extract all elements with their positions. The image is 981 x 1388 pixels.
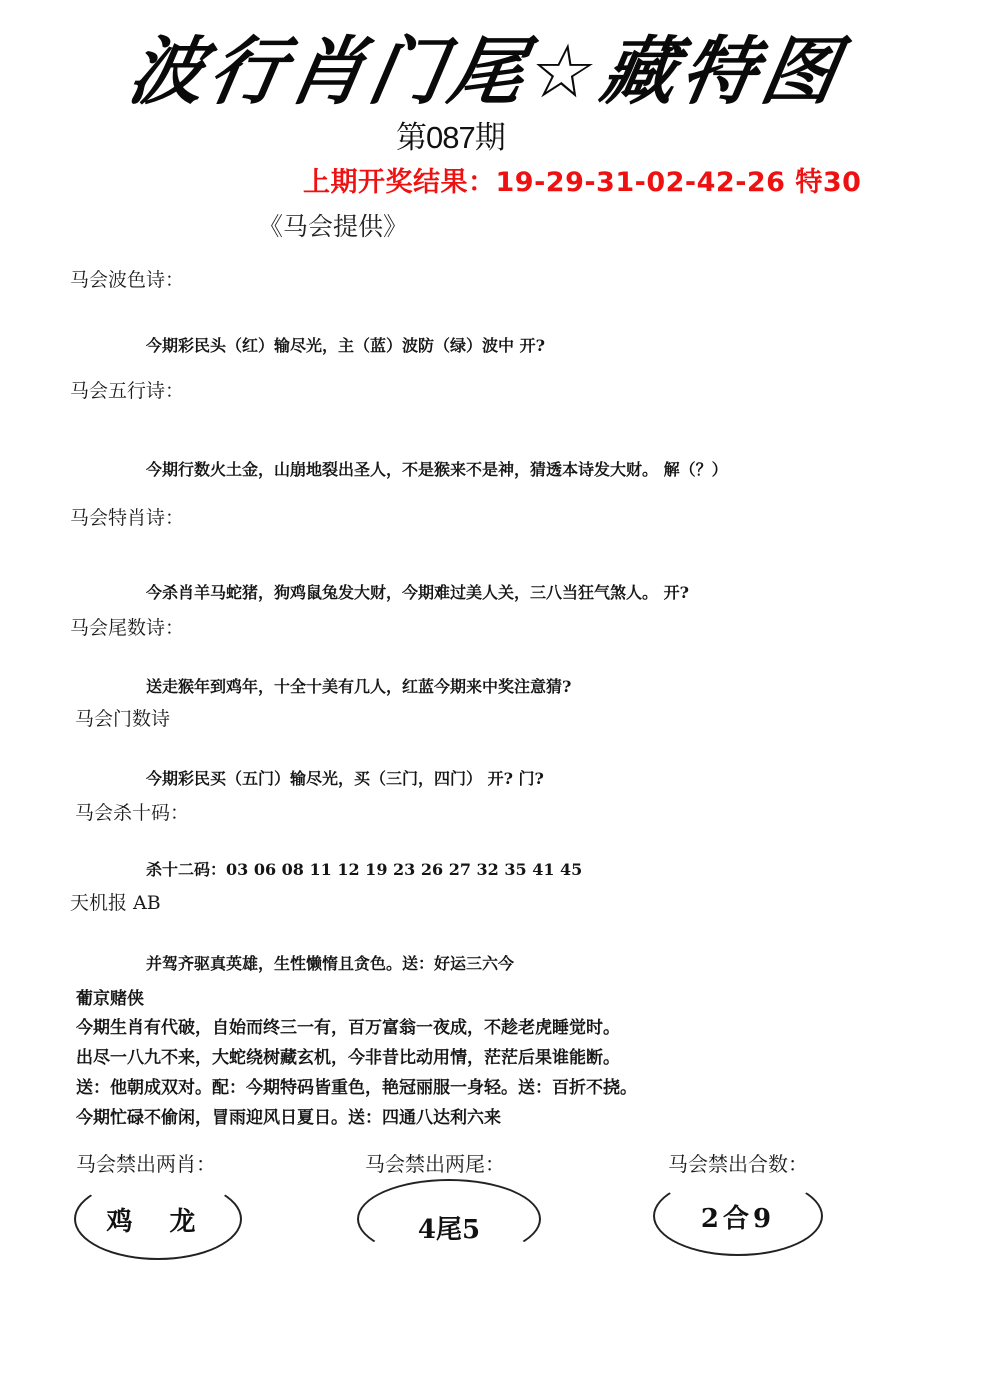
- forbidden-tail-value: 4尾5: [417, 1214, 481, 1245]
- poem-tianji-report: 并驾齐驱真英雄，生性懒惰且贪色。送：好运三六今: [146, 954, 515, 973]
- poem-special-zodiac: 今杀肖羊马蛇猪，狗鸡鼠兔发大财，今期难过美人关，三八当狂气煞人。 开?: [146, 583, 689, 602]
- poem-gate-number: 今期彩民买（五门）输尽光，买（三门，四门） 开? 门?: [146, 769, 544, 788]
- section-heading-five-elements: 马会五行诗：: [70, 380, 185, 402]
- gambler-line-1: 今期生肖有代破，自始而终三一有，百万富翁一夜成，不趁老虎睡觉时。: [76, 1018, 620, 1038]
- section-heading-gambler: 葡京赌侠: [76, 989, 144, 1009]
- gambler-line-3: 送：他朝成双对。配：今期特码皆重色，艳冠丽服一身轻。送：百折不挠。: [76, 1078, 637, 1098]
- gambler-line-4: 今期忙碌不偷闲，冒雨迎风日夏日。送：四通八达利六来: [76, 1108, 501, 1128]
- forbidden-sum-value: 2合9: [700, 1203, 776, 1234]
- section-heading-wave-color: 马会波色诗：: [70, 269, 185, 291]
- section-heading-tianji-report: 天机报 AB: [70, 892, 161, 914]
- section-heading-special-zodiac: 马会特肖诗：: [70, 507, 185, 529]
- last-draw-result: 上期开奖结果：19-29-31-02-42-26 特30: [303, 167, 862, 198]
- kill-twelve-numbers: 杀十二码：03 06 08 11 12 19 23 26 27 32 35 41 45: [146, 860, 583, 879]
- poem-wave-color: 今期彩民头（红）输尽光，主（蓝）波防（绿）波中 开?: [146, 336, 545, 355]
- forbidden-sum-ellipse: [653, 1176, 823, 1256]
- section-heading-gate-number: 马会门数诗: [75, 708, 171, 730]
- forbidden-zodiac-label: 马会禁出两肖：: [76, 1152, 216, 1176]
- forbidden-zodiac-ellipse: [74, 1178, 242, 1260]
- section-heading-kill-numbers: 马会杀十码：: [75, 802, 190, 824]
- forbidden-sum-label: 马会禁出合数：: [668, 1152, 808, 1176]
- poem-tail-number: 送走猴年到鸡年，十全十美有几人，红蓝今期来中奖注意猜?: [146, 677, 572, 696]
- forbidden-tail-ellipse: [357, 1179, 541, 1259]
- issue-number: 第087期: [396, 120, 505, 155]
- gambler-line-2: 出尽一八九不来，大蛇绕树藏玄机，今非昔比动用情，茫茫后果谁能断。: [76, 1048, 620, 1068]
- forbidden-tail-label: 马会禁出两尾：: [365, 1152, 505, 1176]
- provider-label: 《马会提供》: [258, 212, 409, 241]
- banner-title: 波行肖门尾☆藏特图: [122, 29, 850, 115]
- poem-five-elements: 今期行数火土金，山崩地裂出圣人，不是猴来不是神，猜透本诗发大财。 解（？）: [146, 460, 728, 479]
- section-heading-tail-number: 马会尾数诗：: [70, 617, 185, 639]
- forbidden-zodiac-value: 鸡 龙: [106, 1206, 210, 1237]
